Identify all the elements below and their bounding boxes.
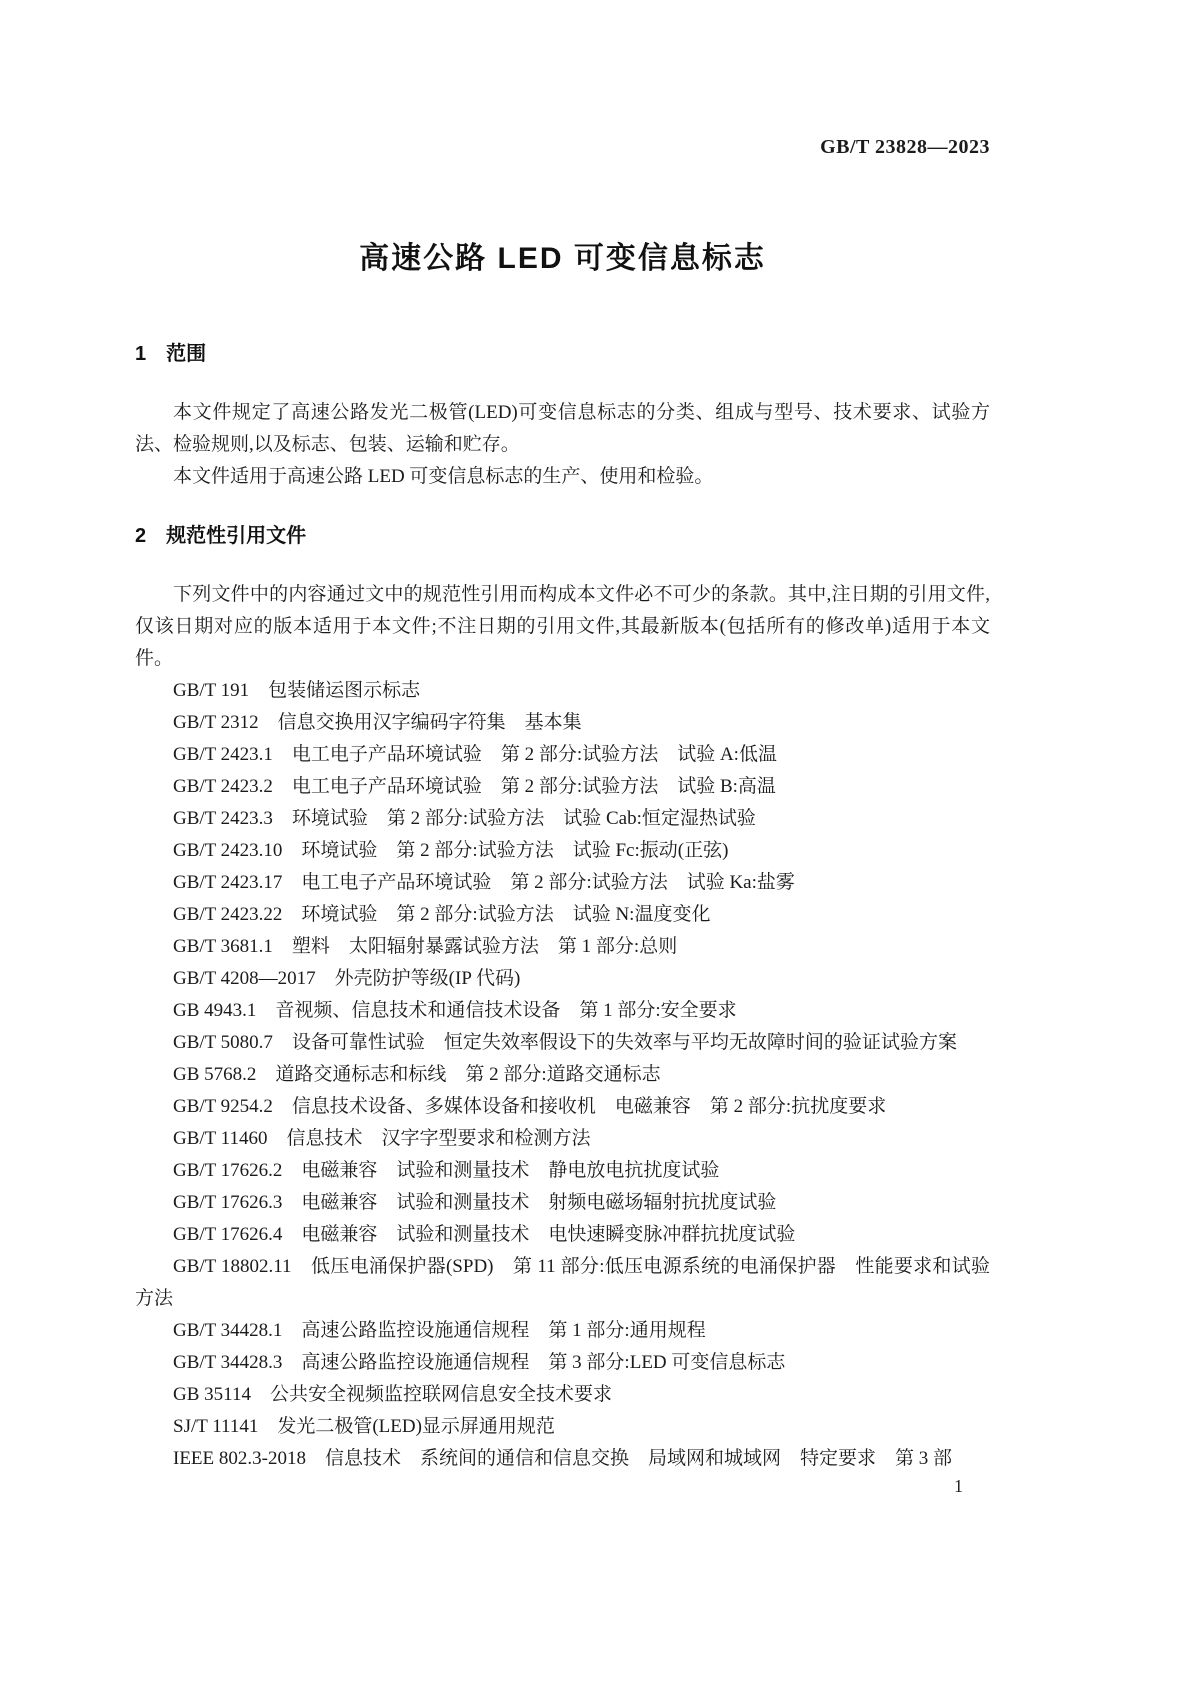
reference-item: GB 35114 公共安全视频监控联网信息安全技术要求 bbox=[173, 1384, 612, 1405]
section-1-title: 范围 bbox=[166, 343, 207, 365]
reference-item: GB/T 191 包装储运图示标志 bbox=[173, 680, 421, 701]
reference-item: GB/T 2423.2 电工电子产品环境试验 第 2 部分:试验方法 试验 B:高温 bbox=[173, 776, 776, 797]
standard-code: GB/T 23828—2023 bbox=[820, 136, 990, 158]
reference-item: GB/T 3681.1 塑料 太阳辐射暴露试验方法 第 1 部分:总则 bbox=[173, 936, 678, 957]
scope-paragraph-1: 本文件规定了高速公路发光二极管(LED)可变信息标志的分类、组成与型号、技术要求、试验方法、检验规则,以及标志、包装、运输和贮存。 bbox=[135, 402, 990, 455]
section-1-number: 1 bbox=[135, 343, 147, 365]
reference-item: GB 5768.2 道路交通标志和标线 第 2 部分:道路交通标志 bbox=[173, 1064, 661, 1085]
section-1-heading bbox=[135, 341, 990, 367]
reference-item: GB/T 2423.10 环境试验 第 2 部分:试验方法 试验 Fc:振动(正弦) bbox=[173, 840, 729, 861]
reference-item: GB/T 5080.7 设备可靠性试验 恒定失效率假设下的失效率与平均无故障时间的验证试验方案 bbox=[173, 1032, 957, 1053]
reference-item: GB/T 17626.4 电磁兼容 试验和测量技术 电快速瞬变脉冲群抗扰度试验 bbox=[173, 1224, 796, 1245]
reference-item: GB/T 18802.11 低压电涌保护器(SPD) 第 11 部分:低压电源系统的电涌保护器 性能要求和试验方法 bbox=[135, 1256, 990, 1309]
section-2-number: 2 bbox=[135, 525, 147, 547]
reference-item: GB/T 34428.1 高速公路监控设施通信规程 第 1 部分:通用规程 bbox=[173, 1320, 706, 1341]
reference-item: GB/T 2423.22 环境试验 第 2 部分:试验方法 试验 N:温度变化 bbox=[173, 904, 711, 925]
reference-item: GB/T 2423.3 环境试验 第 2 部分:试验方法 试验 Cab:恒定湿热试验 bbox=[173, 808, 756, 829]
section-2-title: 规范性引用文件 bbox=[166, 525, 307, 547]
reference-item: GB/T 34428.3 高速公路监控设施通信规程 第 3 部分:LED 可变信息标志 bbox=[173, 1352, 786, 1373]
references-list bbox=[135, 675, 990, 1475]
section-normative-references bbox=[135, 523, 990, 1475]
reference-item: GB/T 2312 信息交换用汉字编码字符集 基本集 bbox=[173, 712, 582, 733]
reference-item: GB/T 4208—2017 外壳防护等级(IP 代码) bbox=[173, 968, 521, 989]
document-header bbox=[135, 136, 990, 159]
reference-item: GB 4943.1 音视频、信息技术和通信技术设备 第 1 部分:安全要求 bbox=[173, 1000, 737, 1021]
page-number: 1 bbox=[954, 1476, 963, 1496]
reference-item: IEEE 802.3-2018 信息技术 系统间的通信和信息交换 局域网和城域网 特定要求 第 3 部 bbox=[173, 1448, 952, 1469]
section-2-heading bbox=[135, 523, 990, 549]
reference-item: GB/T 2423.17 电工电子产品环境试验 第 2 部分:试验方法 试验 Ka:盐雾 bbox=[173, 872, 795, 893]
scope-paragraph-2: 本文件适用于高速公路 LED 可变信息标志的生产、使用和检验。 bbox=[173, 466, 714, 487]
reference-item: SJ/T 11141 发光二极管(LED)显示屏通用规范 bbox=[173, 1416, 555, 1437]
section-scope bbox=[135, 341, 990, 493]
reference-item: GB/T 9254.2 信息技术设备、多媒体设备和接收机 电磁兼容 第 2 部分:抗扰度要求 bbox=[173, 1096, 887, 1117]
reference-item: GB/T 2423.1 电工电子产品环境试验 第 2 部分:试验方法 试验 A:低温 bbox=[173, 744, 777, 765]
reference-item: GB/T 17626.2 电磁兼容 试验和测量技术 静电放电抗扰度试验 bbox=[173, 1160, 720, 1181]
reference-item: GB/T 17626.3 电磁兼容 试验和测量技术 射频电磁场辐射抗扰度试验 bbox=[173, 1192, 777, 1213]
references-intro-paragraph: 下列文件中的内容通过文中的规范性引用而构成本文件必不可少的条款。其中,注日期的引用文件,仅该日期对应的版本适用于本文件;不注日期的引用文件,其最新版本(包括所有的修改单)适用于本文件。 bbox=[135, 584, 990, 669]
document-title: 高速公路 LED 可变信息标志 bbox=[359, 242, 766, 275]
reference-item: GB/T 11460 信息技术 汉字字型要求和检测方法 bbox=[173, 1128, 591, 1149]
